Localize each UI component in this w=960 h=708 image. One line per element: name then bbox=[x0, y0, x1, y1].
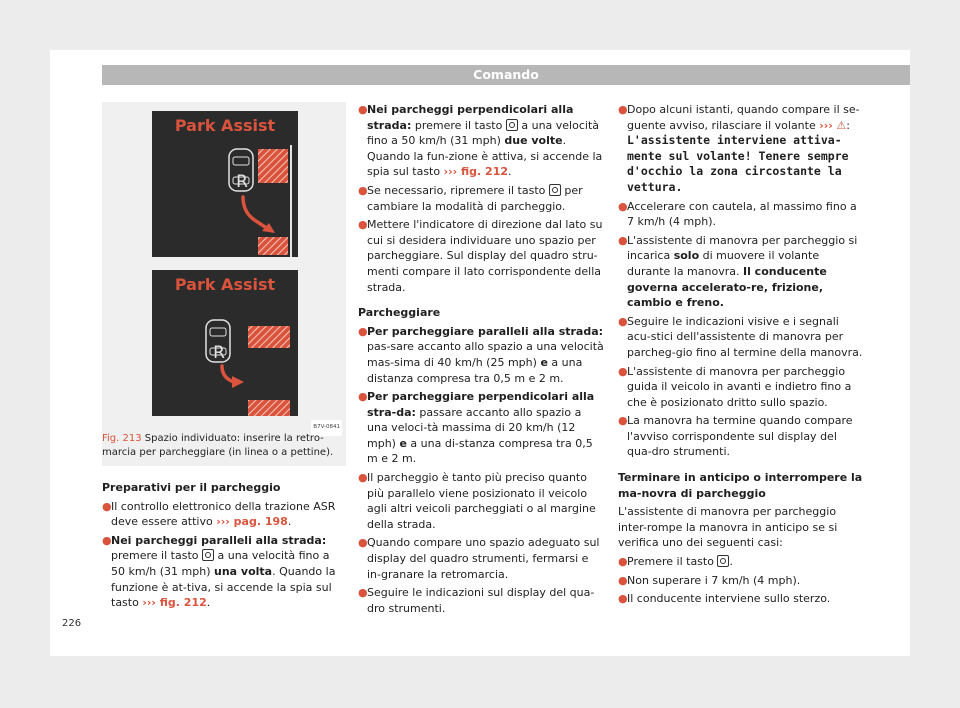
bullet-icon: ● bbox=[618, 233, 628, 247]
column-2 bbox=[358, 102, 604, 616]
bullet-icon: ● bbox=[358, 471, 368, 485]
list-item: ● Nei parcheggi paralleli alla strada: premere il tasto a una velocità fino a 50 km/h (31 mph) una volta. Quando la funzione è at-tiva, si accende la spia sul tasto ››› fig. 212. bbox=[102, 533, 336, 610]
section-header: Comando bbox=[102, 65, 910, 85]
parked-car-hatch bbox=[248, 400, 290, 416]
list-item: ● L'assistente di manovra per parcheggio si incarica solo di muovere il volante durante la manovra. Il conducente governa accelerato-re, frizione, cambio e freno. bbox=[618, 233, 858, 310]
list-item: ● L'assistente di manovra per parcheggio guida il veicolo in avanti e indietro fino a che è posizionato dritto sullo spazio. bbox=[618, 364, 852, 409]
bullet-icon: ● bbox=[618, 199, 628, 213]
bullet-icon: ● bbox=[358, 324, 368, 338]
list-item: ● La manovra ha termine quando compare l'avviso corrispondente sul display del qua-dro strumenti. bbox=[618, 414, 853, 459]
park-assist-key-icon bbox=[717, 555, 729, 567]
bullet-icon: ● bbox=[618, 414, 628, 428]
list-item: ● Il parcheggio è tanto più preciso quanto più parallelo viene posizionato il veicolo agli altri veicoli parcheggiati o al margine della strada. bbox=[358, 471, 596, 531]
list-item: ● Quando compare uno spazio adeguato sul display del quadro strumenti, fermarsi e in-granare la retromarcia. bbox=[358, 536, 600, 581]
section-heading: Parcheggiare bbox=[358, 306, 441, 320]
gear-r-label: R bbox=[236, 172, 248, 192]
page-link[interactable]: ››› pag. 198 bbox=[216, 515, 288, 529]
panel-title: Park Assist bbox=[174, 275, 276, 294]
bullet-icon: ● bbox=[358, 103, 368, 116]
bullet-icon: ● bbox=[358, 183, 368, 197]
figure-213 bbox=[102, 102, 346, 466]
bullet-icon: ● bbox=[618, 555, 628, 569]
display-panel-parallel bbox=[152, 111, 298, 257]
park-assist-key-icon bbox=[202, 549, 214, 561]
list-item: ● Dopo alcuni istanti, quando compare il se-guente avviso, rilasciare il volante ››› ⚠: L'assistente interviene attiva-mente sul volante! Tenere sempre d'occhio la zona circostante la vettura. bbox=[618, 102, 864, 196]
bullet-icon: ● bbox=[618, 314, 628, 328]
bullet-icon: ● bbox=[618, 573, 628, 587]
bullet-icon: ● bbox=[358, 390, 368, 404]
figure-link[interactable]: ››› fig. 212 bbox=[443, 165, 509, 179]
bullet-icon: ● bbox=[618, 103, 628, 116]
list-item: ● Seguire le indicazioni visive e i segnali acu-stici dell'assistente di manovra per parcheg-gio fino al termine della manovra. bbox=[618, 314, 863, 359]
park-assist-key-icon bbox=[549, 184, 561, 196]
column-1 bbox=[102, 102, 346, 611]
parallel-parking-illustration bbox=[152, 111, 298, 257]
figure-caption bbox=[102, 432, 346, 459]
page-number: 226 bbox=[62, 618, 82, 629]
section-heading: Preparativi per il parcheggio bbox=[102, 481, 281, 494]
section-heading: Terminare in anticipo o interrompere la ma-novra di parcheggio bbox=[618, 471, 863, 500]
page bbox=[50, 50, 910, 656]
list-item: ● Mettere l'indicatore di direzione dal lato su cui si desidera individuare uno spazio per parcheggiare. Sul display del quadro stru-menti compare il lato corrispondente della strada. bbox=[358, 218, 603, 294]
list-item: ● Per parcheggiare paralleli alla strada: pas-sare accanto allo spazio a una velocità mas-sima di 40 km/h (25 mph) e a una distanza compresa tra 0,5 m e 2 m. bbox=[358, 324, 604, 385]
figure-code: B7V-0841 bbox=[311, 420, 342, 436]
bullet-icon: ● bbox=[358, 218, 368, 232]
list-item: ● Premere il tasto . bbox=[618, 555, 733, 569]
panel-title: Park Assist bbox=[174, 116, 276, 135]
display-message: L'assistente interviene attiva-mente sul volante! Tenere sempre d'occhio la zona circostante la vettura. bbox=[627, 133, 849, 194]
list-item: ● Il conducente interviene sullo sterzo. bbox=[618, 592, 831, 606]
warning-link[interactable]: ››› bbox=[819, 118, 833, 132]
list-item: ● Per parcheggiare perpendicolari alla stra-da: passare accanto allo spazio a una veloci-tà massima di 20 km/h (12 mph) e a una di-stanza compresa tra 0,5 m e 2 m. bbox=[358, 390, 595, 466]
bullet-icon: ● bbox=[102, 533, 112, 547]
bullet-icon: ● bbox=[358, 536, 368, 550]
parked-car-hatch bbox=[258, 237, 288, 255]
list-item: ● Nei parcheggi perpendicolari alla strada: premere il tasto a una velocità fino a 50 km/h (31 mph) due volte. Quando la fun-zione è attiva, si accende la spia sul tasto ››› fig. 212. bbox=[358, 103, 603, 179]
paragraph: L'assistente di manovra per parcheggio inter-rompe la manovra in anticipo se si verifica uno dei seguenti casi: bbox=[618, 505, 838, 550]
column-3 bbox=[618, 102, 864, 607]
bullet-icon: ● bbox=[358, 586, 368, 600]
list-item: ● Il controllo elettronico della trazione ASR deve essere attivo ››› pag. 198. bbox=[102, 499, 336, 529]
bullet-icon: ● bbox=[618, 364, 628, 378]
parked-car-hatch bbox=[258, 149, 288, 183]
parked-car-hatch bbox=[248, 326, 290, 348]
bullet-icon: ● bbox=[102, 499, 112, 513]
figure-link[interactable]: ››› fig. 212 bbox=[142, 596, 207, 610]
list-item: ● Non superare i 7 km/h (4 mph). bbox=[618, 573, 801, 587]
figure-number: Fig. 213 bbox=[102, 433, 142, 444]
trajectory-arrow bbox=[243, 197, 268, 229]
list-item: ● Accelerare con cautela, al massimo fino a 7 km/h (4 mph). bbox=[618, 199, 857, 229]
list-item: ● Se necessario, ripremere il tasto per cambiare la modalità di parcheggio. bbox=[358, 183, 583, 213]
list-item: ● Seguire le indicazioni sul display del qua-dro strumenti. bbox=[358, 586, 595, 615]
figure-caption-text: Spazio individuato: inserire la retro-marcia per parcheggiare (in linea o a pettine). bbox=[102, 433, 334, 458]
perpendicular-parking-illustration bbox=[152, 270, 298, 416]
warning-triangle-icon: ⚠ bbox=[836, 118, 847, 132]
park-assist-key-icon bbox=[506, 119, 518, 131]
arrow-head bbox=[232, 376, 244, 388]
gear-r-label: R bbox=[213, 343, 225, 363]
bullet-icon: ● bbox=[618, 592, 628, 606]
display-panel-perpendicular bbox=[152, 270, 298, 416]
